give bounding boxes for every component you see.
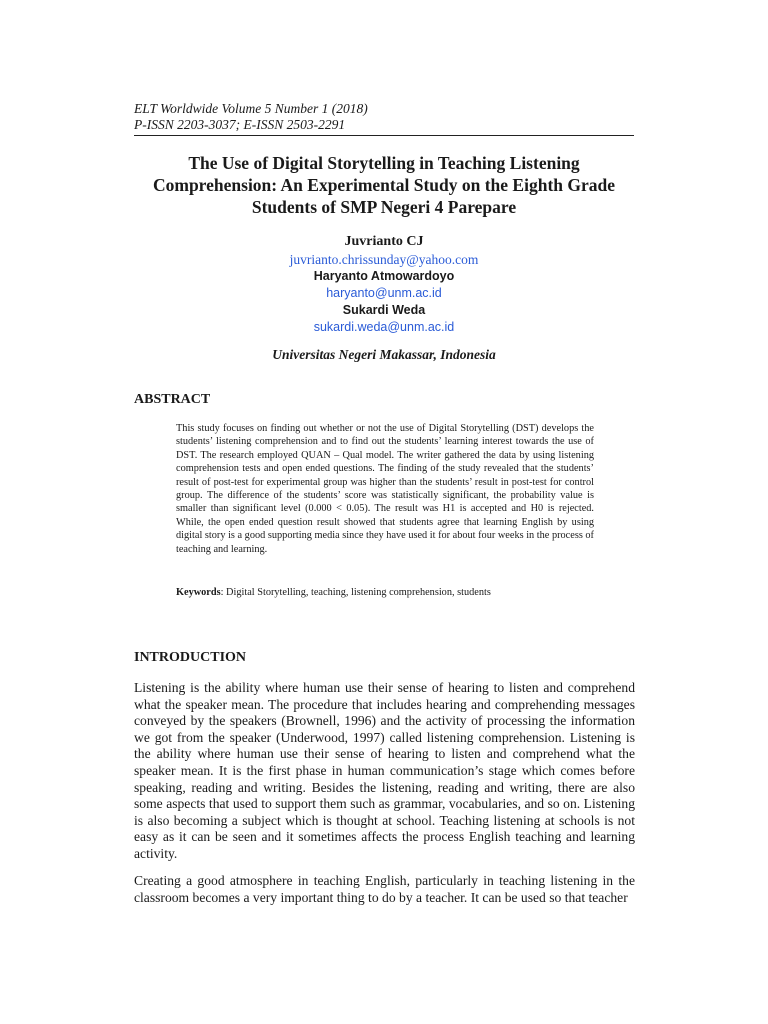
- abstract-text: This study focuses on finding out whether or not the use of Digital Storytelling (DST) develops the students’ listening comprehension and to find out the students’ learning interest towards the use of DST. The research employed QUAN – Qual model. The writer gathered the data by using listening comprehension tests and open ended questions. The finding of the study revealed that the students’ result of post-test for experimental group was higher than the students’ result in post-test for control group. The difference of the students’ score was statistically significant, the probability value is smaller than significant level (0.000 < 0.05). The result was H1 is accepted and H0 is rejected. While, the open ended question result showed that students agree that learning English by using digital story is a good supporting media since they have used it for about four weeks in the process of teaching and learning.: [176, 423, 594, 555]
- header-divider: [134, 135, 634, 136]
- introduction-paragraph-2: Creating a good atmosphere in teaching English, particularly in teaching listening in the classroom becomes a very important thing to do by a teacher. It can be used so that teacher: [134, 873, 635, 905]
- journal-volume: ELT Worldwide Volume 5 Number 1 (2018): [134, 101, 368, 116]
- keywords: [176, 586, 594, 599]
- paper-title: The Use of Digital Storytelling in Teaching Listening Comprehension: An Experimental Study on the Eighth Grade Students of SMP Negeri 4 Parepare: [152, 153, 616, 217]
- keywords-label: Keywords: [176, 587, 221, 598]
- author-block: [134, 233, 634, 336]
- author-email-link[interactable]: haryanto@unm.ac.id: [326, 286, 442, 300]
- author-name: Juvrianto CJ: [344, 234, 424, 249]
- journal-issn: P-ISSN 2203-3037; E-ISSN 2503-2291: [134, 117, 346, 132]
- author-email-link[interactable]: juvrianto.chrissunday@yahoo.com: [289, 252, 479, 267]
- abstract-heading: ABSTRACT: [134, 392, 211, 407]
- author-email-link[interactable]: sukardi.weda@unm.ac.id: [313, 320, 455, 334]
- affiliation: Universitas Negeri Makassar, Indonesia: [272, 347, 496, 362]
- journal-header: [134, 101, 634, 133]
- keywords-list: : Digital Storytelling, teaching, listening comprehension, students: [220, 587, 491, 598]
- introduction-heading: INTRODUCTION: [134, 650, 247, 665]
- author-name: Sukardi Weda: [342, 303, 426, 317]
- introduction-paragraph-1: Listening is the ability where human use their sense of hearing to listen and comprehend what the speaker mean. The procedure that includes hearing and comprehending messages conveyed by the speakers (Brownell, 1996) and the activity of processing the information we got from the speaker (Underwood, 1997) called listening comprehension. Listening is the ability where human use their sense of hearing to listen and comprehend what the speaker mean. It is the first phase in human communication’s stage which comes before speaking, reading and writing. Besides the listening, reading and writing, there are also some aspects that used to support them such as grammar, vocabularies, and so on. Listening is also becoming a subject which is thought at school. Teaching listening at schools is not easy as it can be seen and it sometimes affects the process English teaching and learning activity.: [134, 680, 635, 861]
- author-name: Haryanto Atmowardoyo: [313, 269, 455, 283]
